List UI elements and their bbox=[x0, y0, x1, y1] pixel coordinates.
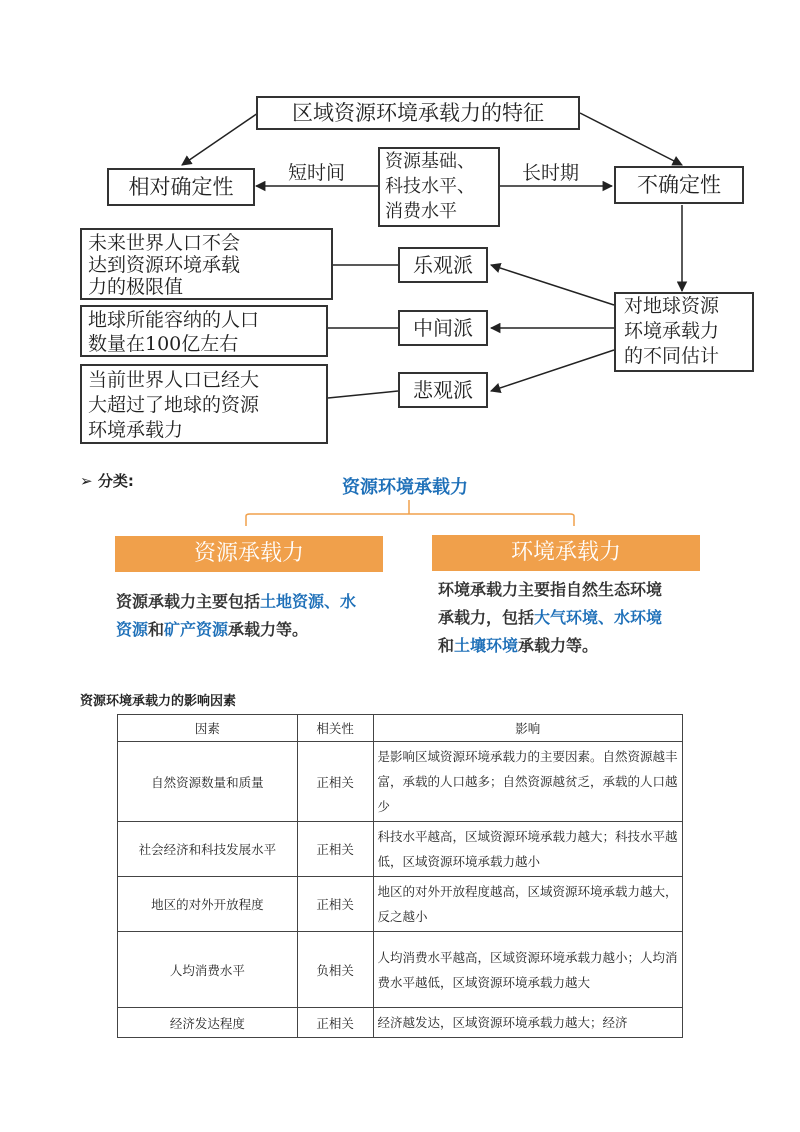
environment-capacity-text bbox=[438, 576, 728, 660]
header-impact: 影响 bbox=[373, 715, 682, 742]
classification-heading-text: 分类: bbox=[97, 472, 134, 490]
table-header-row bbox=[118, 715, 683, 742]
optimist-desc-3: 力的极限值 bbox=[88, 276, 184, 298]
environment-text-3c: 承载力等。 bbox=[518, 636, 599, 655]
pessimist-desc-box bbox=[80, 364, 328, 444]
optimist-desc-1: 未来世界人口不会 bbox=[88, 232, 241, 254]
diagram-title: 区域资源环境承载力的特征 bbox=[292, 101, 544, 125]
relative-certainty-label: 相对确定性 bbox=[128, 175, 234, 199]
factors-line-2: 科技水平、 bbox=[385, 176, 475, 197]
resource-text-1a: 资源承载力主要包括 bbox=[116, 592, 261, 611]
link-pessimist bbox=[328, 391, 398, 398]
resource-text-2b: 和 bbox=[148, 620, 165, 639]
table-caption: 资源环境承载力的影响因素 bbox=[80, 694, 237, 709]
pessimist-desc-1: 当前世界人口已经大 bbox=[88, 369, 260, 391]
factors-table bbox=[117, 714, 683, 1038]
correlation-cell: 正相关 bbox=[297, 1008, 373, 1038]
pessimist-desc-3: 环境承载力 bbox=[88, 419, 184, 441]
optimist-desc-2: 达到资源环境承载 bbox=[88, 254, 241, 276]
arrow-to-uncertain bbox=[580, 113, 682, 165]
environment-text-2a: 承载力，包括 bbox=[438, 608, 535, 627]
short-term-label: 短时间 bbox=[288, 162, 346, 184]
environment-text-2b: 大气环境、水环境 bbox=[534, 608, 663, 627]
correlation-cell: 正相关 bbox=[297, 742, 373, 822]
environment-text-3a: 和 bbox=[438, 636, 455, 655]
optimist-desc-box bbox=[80, 228, 333, 300]
estimate-line-3: 的不同估计 bbox=[624, 345, 720, 367]
correlation-cell: 负相关 bbox=[297, 932, 373, 1008]
resource-text-2d: 承载力等。 bbox=[228, 620, 309, 639]
header-correlation: 相关性 bbox=[297, 715, 373, 742]
factor-cell: 自然资源数量和质量 bbox=[118, 742, 298, 822]
estimate-box bbox=[614, 292, 754, 372]
table-row bbox=[118, 877, 683, 932]
arrow-to-optimist bbox=[491, 265, 614, 305]
factor-cell: 地区的对外开放程度 bbox=[118, 877, 298, 932]
classification-bracket bbox=[0, 500, 800, 540]
table-row bbox=[118, 822, 683, 877]
impact-cell: 地区的对外开放程度越高，区域资源环境承载力越大，反之越小 bbox=[373, 877, 682, 932]
estimate-line-1: 对地球资源 bbox=[624, 295, 720, 317]
environment-capacity-tab: 环境承载力 bbox=[432, 535, 700, 571]
resource-text-2c: 矿产资源 bbox=[164, 620, 229, 639]
pessimist-box bbox=[398, 372, 488, 408]
resource-capacity-text bbox=[116, 588, 406, 644]
header-factor: 因素 bbox=[118, 715, 298, 742]
optimist-box bbox=[398, 247, 488, 283]
uncertainty-box bbox=[614, 166, 744, 204]
impact-cell: 是影响区域资源环境承载力的主要因素。自然资源越丰富，承载的人口越多；自然资源越贫乏，承载的人口越少 bbox=[373, 742, 682, 822]
environment-text-1: 环境承载力主要指自然生态环境 bbox=[438, 580, 663, 599]
resource-text-2a: 资源 bbox=[116, 620, 149, 639]
moderate-label: 中间派 bbox=[413, 316, 473, 340]
arrow-to-pessimist bbox=[491, 350, 614, 391]
table-row bbox=[118, 742, 683, 822]
diagram-title-box bbox=[256, 96, 580, 130]
moderate-desc-box bbox=[80, 305, 328, 357]
long-term-label: 长时期 bbox=[522, 162, 580, 184]
environment-text-3b: 土壤环境 bbox=[454, 636, 519, 655]
classification-root: 资源环境承载力 bbox=[342, 477, 468, 498]
factor-cell: 经济发达程度 bbox=[118, 1008, 298, 1038]
pessimist-desc-2: 大超过了地球的资源 bbox=[88, 394, 260, 416]
moderate-box bbox=[398, 310, 488, 346]
pessimist-label: 悲观派 bbox=[413, 378, 473, 402]
impact-cell: 经济越发达，区域资源环境承载力越大；经济 bbox=[373, 1008, 682, 1038]
factor-cell: 社会经济和科技发展水平 bbox=[118, 822, 298, 877]
optimist-label: 乐观派 bbox=[413, 253, 473, 277]
moderate-desc-1: 地球所能容纳的人口 bbox=[88, 309, 260, 331]
factor-cell: 人均消费水平 bbox=[118, 932, 298, 1008]
table-row bbox=[118, 932, 683, 1008]
impact-cell: 科技水平越高，区域资源环境承载力越大；科技水平越低，区域资源环境承载力越小 bbox=[373, 822, 682, 877]
impact-cell: 人均消费水平越高，区域资源环境承载力越小；人均消费水平越低，区域资源环境承载力越大 bbox=[373, 932, 682, 1008]
uncertainty-label: 不确定性 bbox=[637, 173, 721, 197]
relative-certainty-box bbox=[107, 168, 255, 206]
arrow-to-relative bbox=[182, 113, 258, 165]
factors-line-3: 消费水平 bbox=[385, 201, 457, 222]
factors-line-1: 资源基础、 bbox=[385, 151, 475, 172]
estimate-line-2: 环境承载力 bbox=[624, 320, 720, 342]
resource-text-1b: 土地资源、水 bbox=[260, 592, 357, 611]
moderate-desc-2: 数量在100亿左右 bbox=[88, 333, 239, 355]
resource-capacity-tab: 资源承载力 bbox=[115, 536, 383, 572]
classification-heading bbox=[80, 470, 134, 491]
correlation-cell: 正相关 bbox=[297, 877, 373, 932]
factors-box bbox=[378, 147, 500, 227]
table-row bbox=[118, 1008, 683, 1038]
arrow-bullet-icon: ➢ bbox=[80, 472, 93, 490]
correlation-cell: 正相关 bbox=[297, 822, 373, 877]
